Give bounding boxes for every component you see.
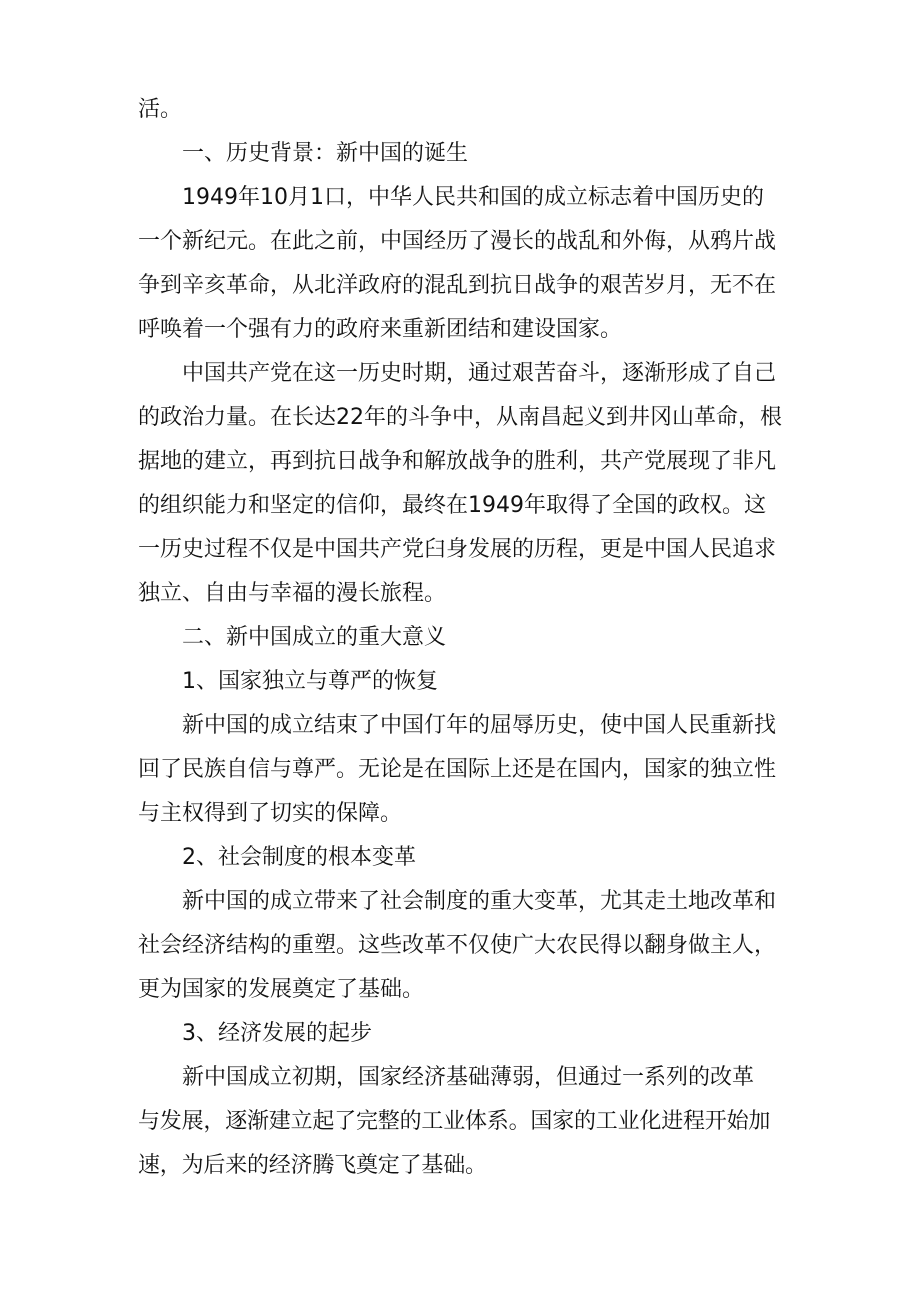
subheading-2: 2、社会制度的根本变革 [182,845,416,870]
paragraph-2: 中国共产党在这一历史时期，通过艰苦奋斗，逐渐形成了自己的政治力量。在长达22年的斗争中，从南昌起义到井冈山革命，根据地的建立，再到抗日战争和解放战争的胜利，共产党展现了非凡的组织能力和坚定的信仰，最终在1949年取得了全国的政权。这一历史过程不仅是中国共产党臼身发展的历程，更是中国人民追求独立、自由与幸福的漫长旅程。 [138,361,782,606]
paragraph-4: 新中国的成立带来了社会制度的重大变革，尤其走土地改革和社会经济结构的重塑。这些改革不仅使广大农民得以翻身做主人，更为国家的发展奠定了基础。 [138,889,777,1002]
section-heading-1: 一、历史背景：新中国的诞生 [182,141,469,166]
paragraph-3: 新中国的成立结束了中国仃年的屈辱历史，使中国人民重新找回了民族自信与尊严。无论是在国际上还是在国内，国家的独立性与主权得到了切实的保障。 [138,713,777,826]
document-content [138,88,782,1188]
paragraph-1: 1949年10月1口，中华人民共和国的成立标志着中国历史的一个新纪元。在此之前，中国经历了漫长的战乱和外侮，从鸦片战争到辛亥革命，从北洋政府的混乱到抗日战争的艰苦岁月，无不在呼唤着一个强有力的政府来重新团结和建设国家。 [138,185,777,342]
paragraph-5-continuation: 与发展，逐渐建立起了完整的工业体系。国家的工业化进程开始加速，为后来的经济腾飞奠定了基础。 [138,1109,771,1178]
subheading-3: 3、经济发展的起步 [182,1021,372,1046]
paragraph-5-first-line: 新中国成立初期，国家经济基础薄弱，但通过一系列的改革 [182,1065,755,1090]
subheading-1: 1、国家独立与尊严的恢复 [182,669,438,694]
continuation-line: 活。 [138,97,183,122]
section-heading-2: 二、新中国成立的重大意义 [182,625,447,650]
